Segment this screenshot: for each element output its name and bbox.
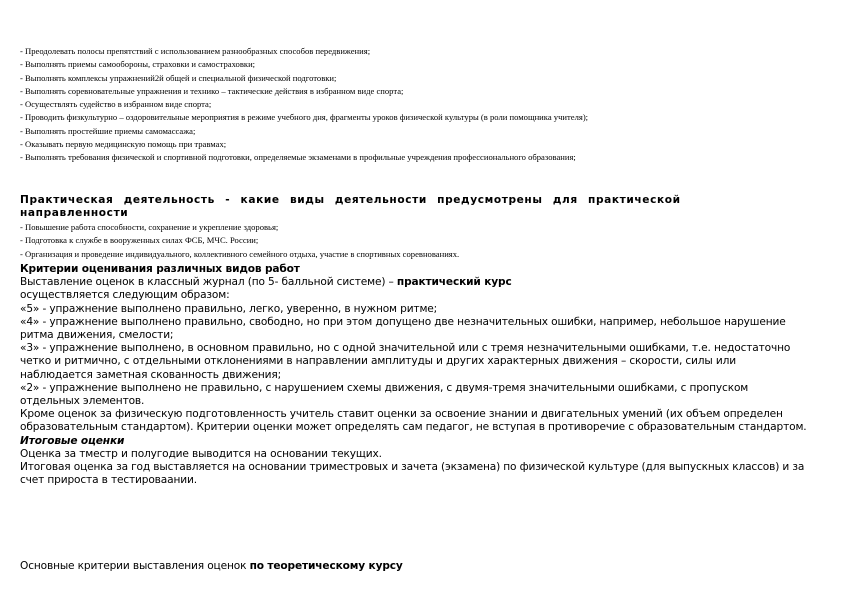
skills-list — [20, 45, 820, 165]
final-grades-line1: Оценка за тместр и полугодие выводится на основании текущих. — [20, 447, 382, 460]
final-grades-heading: Итоговые оценки — [20, 434, 125, 447]
activities-list — [20, 221, 820, 261]
criteria-heading: Критерии оценивания различных видов работ — [20, 263, 300, 275]
grade-5: «5» - упражнение выполнено правильно, легко, уверенно, в нужном ритме; — [20, 302, 438, 315]
practical-heading: Практическая деятельность - какие виды деятельности предусмотрены для практической направленности — [20, 194, 681, 219]
list-item: - Организация и проведение индивидуального, коллективного семейного отдыха, участие в спортивных соревнованиях. — [20, 248, 460, 259]
criteria-intro-bold: практический курс — [396, 276, 512, 289]
grade-3: «3» - упражнение выполнено, в основном правильно, но с одной значительной или с тремя незначительными ошибками, т.е. недостаточно четко и ритмично, с отдельными отклонениями в направлении амплитуды и других характерных движения – скорости, силы или наблюдается заметная скованность движения; — [20, 342, 791, 381]
theory-text: Основные критерии выставления оценок — [20, 560, 250, 572]
list-item: - Выполнять комплексы упражнений2й общей и специальной физической подготовки; — [20, 72, 337, 83]
criteria-section — [20, 263, 810, 487]
list-item: - Подготовка к службе в вооруженных силах ФСБ, МЧС. России; — [20, 235, 259, 246]
list-item: - Проводить физкультурно – оздоровительные мероприятия в режиме учебного дня, фрагменты уроков физической культуры (в роли помощника учителя); — [20, 112, 589, 123]
list-item: - Оказывать первую медицинскую помощь при травмах; — [20, 139, 227, 150]
criteria-intro-text: Выставление оценок в классный журнал (по 5- балльной системе) – — [20, 276, 397, 289]
list-item: - Повышение работа способности, сохранение и укрепление здоровья; — [20, 222, 279, 232]
list-item: - Осуществлять судейство в избранном виде спорта; — [20, 99, 212, 110]
list-item: - Выполнять приемы самообороны, страховки и самостраховки; — [20, 59, 256, 70]
grade-4: «4» - упражнение выполнено правильно, свободно, но при этом допущено две незначительных ошибки, например, небольшое нарушение ритма движения, смелости; — [20, 315, 786, 342]
criteria-intro-line2: осуществляется следующим образом: — [20, 289, 230, 302]
grade-2: «2» - упражнение выполнено не правильно, с нарушением схемы движения, с двумя-тремя значительными ошибками, с пропуском отдельных элементов. — [20, 381, 749, 408]
criteria-intro — [20, 276, 810, 289]
final-grades-line2: Итоговая оценка за год выставляется на основании триместровых и зачета (экзамена) по физической культуре (для выпускных классов) и за счет прироста в тестироваании. — [20, 461, 805, 487]
theory-criteria — [20, 560, 820, 573]
theory-bold: по теоретическому курсу — [249, 560, 403, 572]
criteria-extra: Кроме оценок за физическую подготовленность учитель ставит оценки за освоение знании и двигательных умений (их объем определен образовательным стандартом). Критерии оценки может определять сам педагог, не вступая в противоречие с образовательным стандартом. — [20, 408, 807, 434]
list-item: - Выполнять требования физической и спортивной подготовки, определяемые экзаменами в профильные учреждения профессионального образования; — [20, 152, 576, 163]
list-item: - Выполнять соревновательные упражнения и технико – тактические действия в избранном виде спорта; — [20, 85, 404, 96]
list-item: - Преодолевать полосы препятствий с использованием разнообразных способов передвижения; — [20, 46, 371, 56]
list-item: - Выполнять простейшие приемы самомассажа; — [20, 125, 196, 136]
